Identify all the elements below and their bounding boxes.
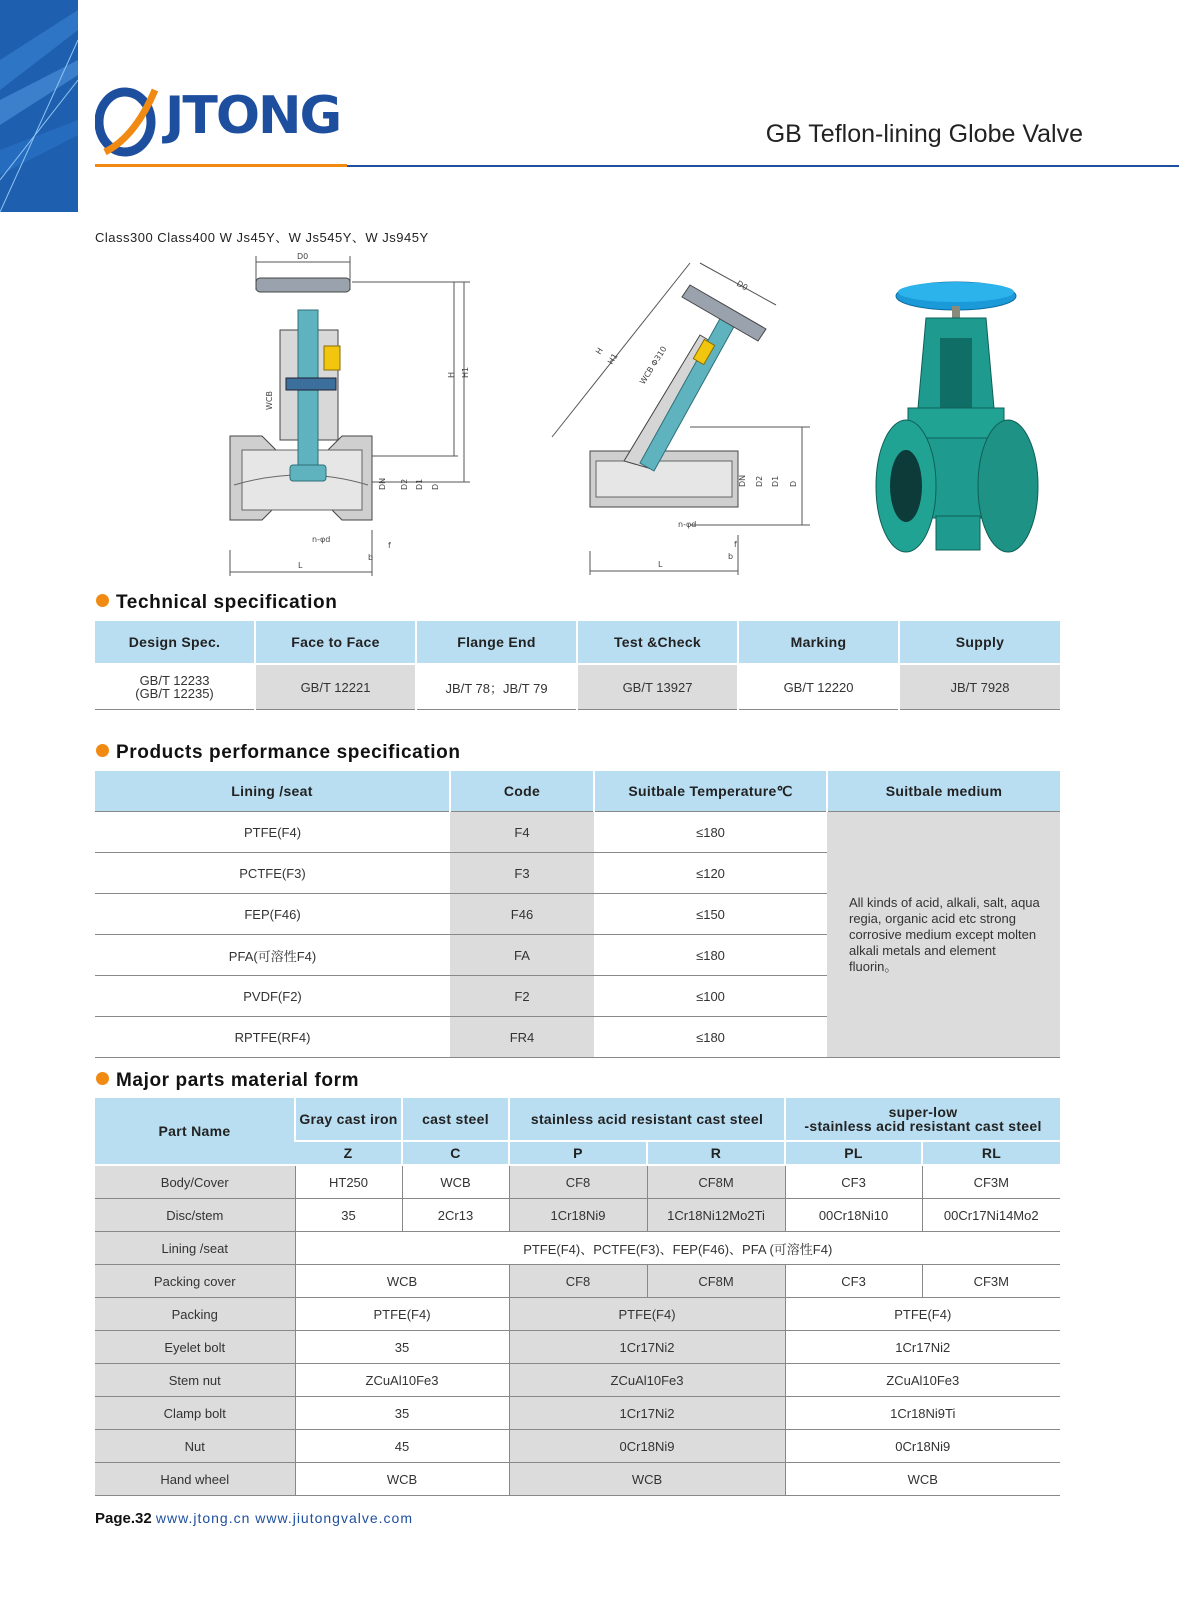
performance-heading: Products performance specification: [96, 742, 461, 764]
lining-cell: PVDF(F2): [95, 976, 450, 1017]
svg-text:n-φd: n-φd: [312, 535, 331, 544]
part-name-cell: Stem nut: [95, 1364, 295, 1397]
col-header: cast steel: [402, 1098, 509, 1141]
svg-text:D1: D1: [771, 475, 780, 487]
cell-line: (GB/T 12235): [135, 686, 214, 701]
table-cell: 1Cr17Ni2: [509, 1397, 785, 1430]
table-cell: CF8: [509, 1265, 647, 1298]
table-cell: CF3: [785, 1265, 922, 1298]
table-cell: PTFE(F4): [509, 1298, 785, 1331]
header-line: super-low: [888, 1104, 958, 1120]
table-cell: 2Cr13: [402, 1199, 509, 1232]
header-rule-orange: [95, 164, 347, 167]
table-cell: WCB: [402, 1165, 509, 1199]
svg-text:DN: DN: [738, 474, 747, 487]
tech-spec-table: [95, 621, 1060, 710]
brand-name: JTONG: [165, 86, 341, 146]
bullet-dot-icon: [96, 1072, 109, 1085]
col-header: Flange End: [416, 621, 577, 664]
col-header: [785, 1098, 1060, 1141]
table-cell: CF3M: [922, 1265, 1060, 1298]
table-cell: WCB: [785, 1463, 1060, 1496]
table-cell: JB/T 78；JB/T 79: [416, 664, 577, 710]
svg-text:L: L: [298, 561, 303, 570]
table-cell: WCB: [295, 1463, 509, 1496]
table-cell: CF8M: [647, 1165, 785, 1199]
brand-logo: [95, 80, 355, 170]
table-row: [95, 1298, 1060, 1331]
temp-cell: ≤180: [594, 812, 827, 853]
temp-cell: ≤180: [594, 1017, 827, 1058]
table-row: [95, 1199, 1060, 1232]
table-row: [95, 1364, 1060, 1397]
table-cell: CF3M: [922, 1165, 1060, 1199]
table-row: [95, 812, 1060, 853]
table-row: [95, 1265, 1060, 1298]
code-cell: FR4: [450, 1017, 594, 1058]
table-cell: 35: [295, 1397, 509, 1430]
table-cell: GB/T 13927: [577, 664, 738, 710]
table-row: [95, 664, 1060, 710]
table-row: [95, 1331, 1060, 1364]
table-cell: ZCuAl10Fe3: [785, 1364, 1060, 1397]
lining-cell: PTFE(F4): [95, 812, 450, 853]
svg-text:D0: D0: [735, 278, 750, 293]
svg-text:D0: D0: [297, 252, 309, 261]
part-name-cell: Eyelet bolt: [95, 1331, 295, 1364]
table-row: [95, 1430, 1060, 1463]
svg-text:WCB: WCB: [265, 391, 274, 410]
lining-cell: RPTFE(RF4): [95, 1017, 450, 1058]
table-cell: JB/T 7928: [899, 664, 1060, 710]
straight-valve-drawing: [222, 250, 482, 580]
table-cell: CF3: [785, 1165, 922, 1199]
svg-text:f: f: [388, 541, 391, 550]
materials-heading: Major parts material form: [96, 1070, 359, 1092]
col-header: Part Name: [95, 1098, 295, 1165]
svg-text:D2: D2: [755, 475, 764, 487]
table-cell: HT250: [295, 1165, 402, 1199]
table-cell: 1Cr18Ni9: [509, 1199, 647, 1232]
svg-text:D2: D2: [400, 478, 409, 490]
code-header: C: [402, 1141, 509, 1165]
part-name-cell: Nut: [95, 1430, 295, 1463]
svg-text:b: b: [728, 552, 734, 561]
table-cell: GB/T 12220: [738, 664, 899, 710]
table-row: [95, 1463, 1060, 1496]
footer-links[interactable]: www.jtong.cn www.jiutongvalve.com: [155, 1510, 413, 1526]
page-footer: [95, 1510, 413, 1527]
table-cell: WCB: [509, 1463, 785, 1496]
table-row: [95, 1165, 1060, 1199]
code-header: P: [509, 1141, 647, 1165]
col-header: Suitbale Temperature℃: [594, 771, 827, 812]
col-header: Code: [450, 771, 594, 812]
table-cell: 00Cr18Ni10: [785, 1199, 922, 1232]
table-cell: CF8M: [647, 1265, 785, 1298]
svg-text:b: b: [368, 553, 374, 562]
part-name-cell: Body/Cover: [95, 1165, 295, 1199]
table-cell: 1Cr18Ni12Mo2Ti: [647, 1199, 785, 1232]
materials-table: [95, 1098, 1060, 1496]
lining-cell: FEP(F46): [95, 894, 450, 935]
code-header: R: [647, 1141, 785, 1165]
table-cell: 1Cr17Ni2: [509, 1331, 785, 1364]
lining-cell: PFA(可溶性F4): [95, 935, 450, 976]
header-corner-graphic: [0, 0, 78, 212]
code-cell: F4: [450, 812, 594, 853]
col-header: Suitbale medium: [827, 771, 1060, 812]
table-cell: PTFE(F4): [295, 1298, 509, 1331]
header-line: -stainless acid resistant cast steel: [804, 1118, 1042, 1134]
table-cell: 35: [295, 1331, 509, 1364]
logo-mark-icon: [95, 82, 161, 162]
code-header: Z: [295, 1141, 402, 1165]
table-cell: 0Cr18Ni9: [785, 1430, 1060, 1463]
col-header: stainless acid resistant cast steel: [509, 1098, 785, 1141]
code-cell: F3: [450, 853, 594, 894]
svg-text:H: H: [447, 371, 456, 378]
svg-text:n-φd: n-φd: [678, 520, 697, 529]
part-name-cell: Clamp bolt: [95, 1397, 295, 1430]
svg-text:f: f: [734, 540, 737, 549]
code-cell: FA: [450, 935, 594, 976]
table-cell: ZCuAl10Fe3: [295, 1364, 509, 1397]
col-header: Marking: [738, 621, 899, 664]
temp-cell: ≤150: [594, 894, 827, 935]
valve-product-photo: [868, 278, 1046, 558]
table-cell: CF8: [509, 1165, 647, 1199]
header-rule-blue: [347, 165, 1179, 167]
table-row: [95, 1397, 1060, 1430]
table-cell: WCB: [295, 1265, 509, 1298]
table-cell: 0Cr18Ni9: [509, 1430, 785, 1463]
code-header: RL: [922, 1141, 1060, 1165]
table-cell: 35: [295, 1199, 402, 1232]
table-cell: 45: [295, 1430, 509, 1463]
table-cell: PTFE(F4)、PCTFE(F3)、FEP(F46)、PFA (可溶性F4): [295, 1232, 1060, 1265]
col-header: Design Spec.: [95, 621, 255, 664]
tech-spec-heading: Technical specification: [96, 592, 337, 614]
table-cell: ZCuAl10Fe3: [509, 1364, 785, 1397]
table-cell: 1Cr18Ni9Ti: [785, 1397, 1060, 1430]
col-header: Lining /seat: [95, 771, 450, 812]
col-header: Face to Face: [255, 621, 416, 664]
table-header-row: [95, 621, 1060, 664]
cell-line: GB/T 12233: [139, 673, 210, 688]
svg-text:WCB Φ310: WCB Φ310: [638, 344, 669, 387]
svg-text:H1: H1: [461, 366, 470, 378]
table-row: [95, 1232, 1060, 1265]
performance-table: [95, 771, 1060, 1058]
table-cell: 00Cr17Ni14Mo2: [922, 1199, 1060, 1232]
temp-cell: ≤120: [594, 853, 827, 894]
table-cell: [95, 664, 255, 710]
bullet-dot-icon: [96, 744, 109, 757]
part-name-cell: Packing cover: [95, 1265, 295, 1298]
bullet-dot-icon: [96, 594, 109, 607]
medium-cell: All kinds of acid, alkali, salt, aqua regia, organic acid etc strong corrosive medium except molten alkali metals and element fluorin。: [827, 812, 1060, 1058]
code-header: PL: [785, 1141, 922, 1165]
svg-text:D: D: [431, 483, 440, 490]
col-header: Gray cast iron: [295, 1098, 402, 1141]
lining-cell: PCTFE(F3): [95, 853, 450, 894]
code-cell: F46: [450, 894, 594, 935]
svg-text:D1: D1: [415, 478, 424, 490]
part-name-cell: Packing: [95, 1298, 295, 1331]
temp-cell: ≤100: [594, 976, 827, 1017]
y-pattern-valve-drawing: [540, 255, 820, 580]
svg-text:L: L: [658, 560, 663, 569]
part-name-cell: Lining /seat: [95, 1232, 295, 1265]
svg-text:H1: H1: [606, 351, 620, 367]
part-name-cell: Disc/stem: [95, 1199, 295, 1232]
svg-text:DN: DN: [378, 477, 387, 490]
temp-cell: ≤180: [594, 935, 827, 976]
model-list: Class300 Class400 W Js45Y、W Js545Y、W Js945Y: [95, 230, 429, 245]
code-cell: F2: [450, 976, 594, 1017]
table-cell: PTFE(F4): [785, 1298, 1060, 1331]
svg-text:D: D: [789, 480, 798, 487]
part-name-cell: Hand wheel: [95, 1463, 295, 1496]
table-header-row: [95, 771, 1060, 812]
col-header: Test &Check: [577, 621, 738, 664]
col-header: Supply: [899, 621, 1060, 664]
table-cell: 1Cr17Ni2: [785, 1331, 1060, 1364]
table-cell: GB/T 12221: [255, 664, 416, 710]
page-title: GB Teflon-lining Globe Valve: [765, 120, 1083, 148]
svg-text:H: H: [594, 346, 605, 357]
page-number: Page.32: [95, 1510, 152, 1527]
table-header-row: [95, 1098, 1060, 1141]
